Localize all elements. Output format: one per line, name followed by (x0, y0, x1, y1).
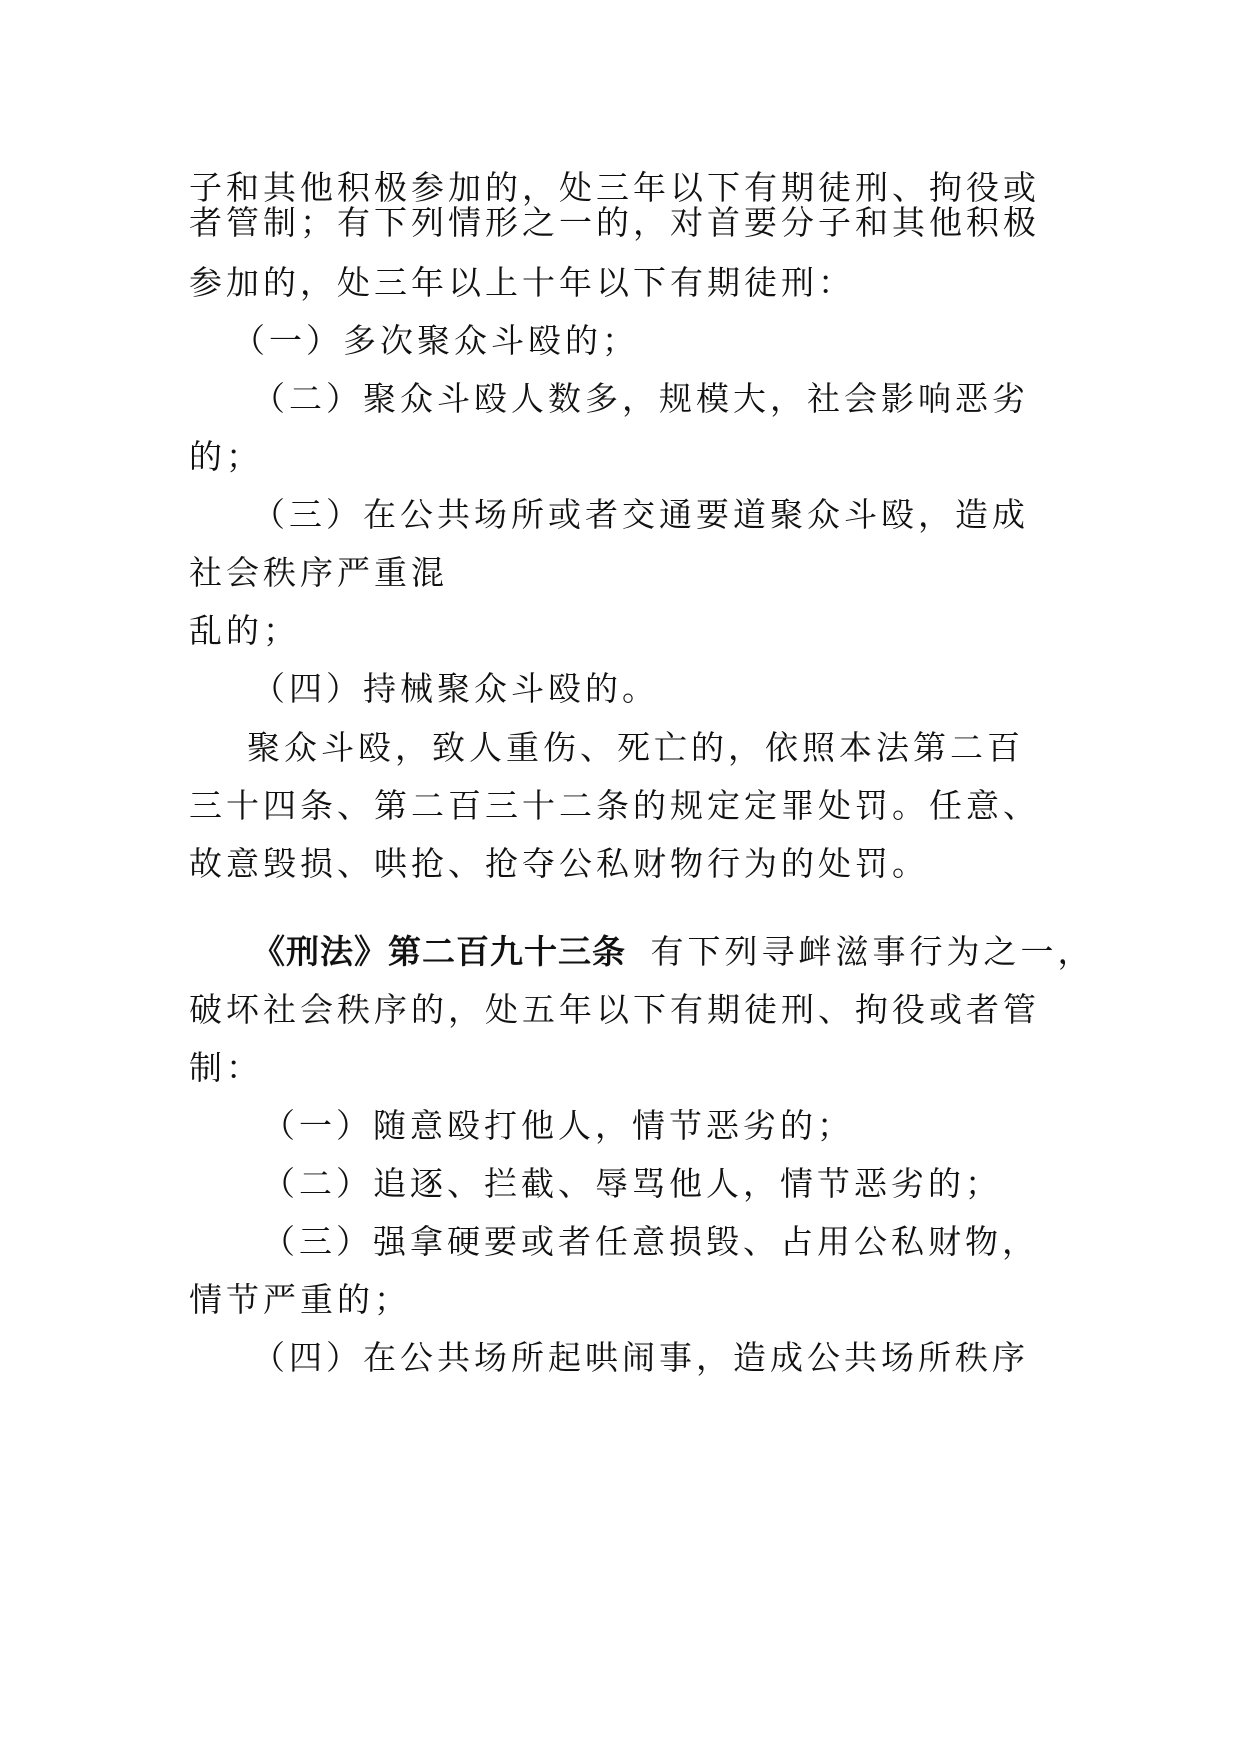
paragraph-line-2: 三十四条、第二百三十二条的规定定罪处罚。任意、 (189, 786, 1040, 825)
article-line-3: 制： (189, 1048, 263, 1087)
article-item-4: （四）在公共场所起哄闹事，造成公共场所秩序 (252, 1338, 1029, 1377)
article-first-line (252, 932, 1095, 972)
item-line-2: （二）聚众斗殴人数多，规模大，社会影响恶劣 (252, 379, 1029, 418)
article-first-line-text: 有下列寻衅滋事行为之一， (650, 932, 1095, 971)
body-line-1: 子和其他积极参加的，处三年以下有期徒刑、拘役或 (189, 168, 1040, 207)
article-item-3-cont: 情节严重的； (189, 1280, 411, 1319)
item-line-3-cont: 社会秩序严重混 (189, 553, 448, 592)
paragraph-line-1: 聚众斗殴，致人重伤、死亡的，依照本法第二百 (247, 728, 1024, 767)
article-item-2: （二）追逐、拦截、辱骂他人，情节恶劣的； (262, 1164, 1002, 1203)
paragraph-line-3: 故意毁损、哄抢、抢夺公私财物行为的处罚。 (189, 844, 929, 883)
item-line-3: （三）在公共场所或者交通要道聚众斗殴，造成 (252, 495, 1029, 534)
body-line-2: 者管制；有下列情形之一的，对首要分子和其他积极 (189, 203, 1040, 242)
item-line-3-cont2: 乱的； (189, 611, 300, 650)
article-item-3: （三）强拿硬要或者任意损毁、占用公私财物， (262, 1222, 1039, 1261)
item-line-1: （一）多次聚众斗殴的； (232, 321, 639, 360)
item-line-2-cont: 的； (189, 437, 263, 476)
article-item-1: （一）随意殴打他人，情节恶劣的； (262, 1106, 854, 1145)
body-line-3: 参加的，处三年以上十年以下有期徒刑： (189, 263, 855, 302)
item-line-4: （四）持械聚众斗殴的。 (252, 669, 659, 708)
article-heading: 《刑法》第二百九十三条 (252, 932, 626, 971)
article-line-2: 破坏社会秩序的，处五年以下有期徒刑、拘役或者管 (189, 990, 1040, 1029)
